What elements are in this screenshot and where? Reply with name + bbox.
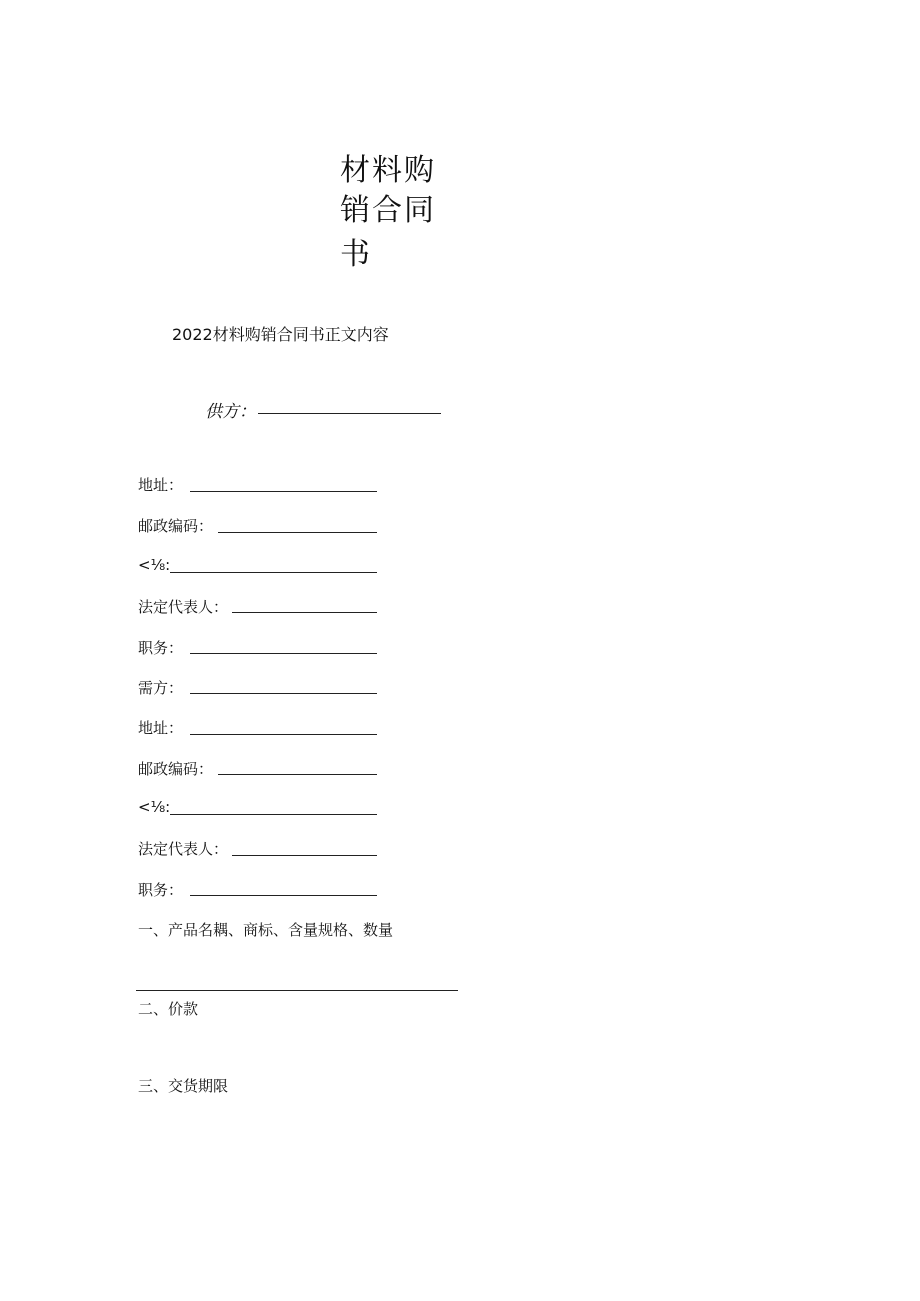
document-subtitle: 2022材料购销合同书正文内容 xyxy=(172,325,389,344)
section-price-heading: 二、价款 xyxy=(138,1000,199,1018)
buyer-address-label: 地址： xyxy=(138,719,184,737)
supplier-position-label: 职务： xyxy=(138,639,184,657)
buyer-phone-underline xyxy=(170,814,377,815)
supplier-postcode-label: 邮政编码： xyxy=(138,517,214,535)
document-title-line-1: 材料购 xyxy=(340,153,436,188)
supplier-legal-rep-label: 法定代表人： xyxy=(138,598,229,616)
supplier-postcode-underline xyxy=(218,532,377,533)
supplier-address-underline xyxy=(190,491,377,492)
supplier-label: 供方： xyxy=(205,402,256,422)
section-product-heading: 一、产品名耦、商标、含量规格、数量 xyxy=(138,921,394,939)
buyer-legal-rep-underline xyxy=(232,855,377,856)
document-title-line-3: 书 xyxy=(340,237,372,272)
supplier-phone-label: <⅛: xyxy=(138,556,171,574)
supplier-address-label: 地址： xyxy=(138,476,184,494)
section-product-underline xyxy=(136,990,458,991)
buyer-address-underline xyxy=(190,734,377,735)
supplier-underline xyxy=(258,413,441,414)
supplier-legal-rep-underline xyxy=(232,612,377,613)
supplier-phone-underline xyxy=(170,572,377,573)
buyer-postcode-label: 邮政编码： xyxy=(138,760,214,778)
buyer-position-underline xyxy=(190,895,377,896)
supplier-position-underline xyxy=(190,653,377,654)
buyer-label: 需方： xyxy=(138,679,184,697)
document-title-line-2: 销合同 xyxy=(340,193,436,228)
buyer-position-label: 职务： xyxy=(138,881,184,899)
buyer-legal-rep-label: 法定代表人： xyxy=(138,840,229,858)
buyer-phone-label: <⅛: xyxy=(138,798,171,816)
section-delivery-heading: 三、交货期限 xyxy=(138,1077,229,1095)
buyer-postcode-underline xyxy=(218,774,377,775)
buyer-underline xyxy=(190,693,377,694)
